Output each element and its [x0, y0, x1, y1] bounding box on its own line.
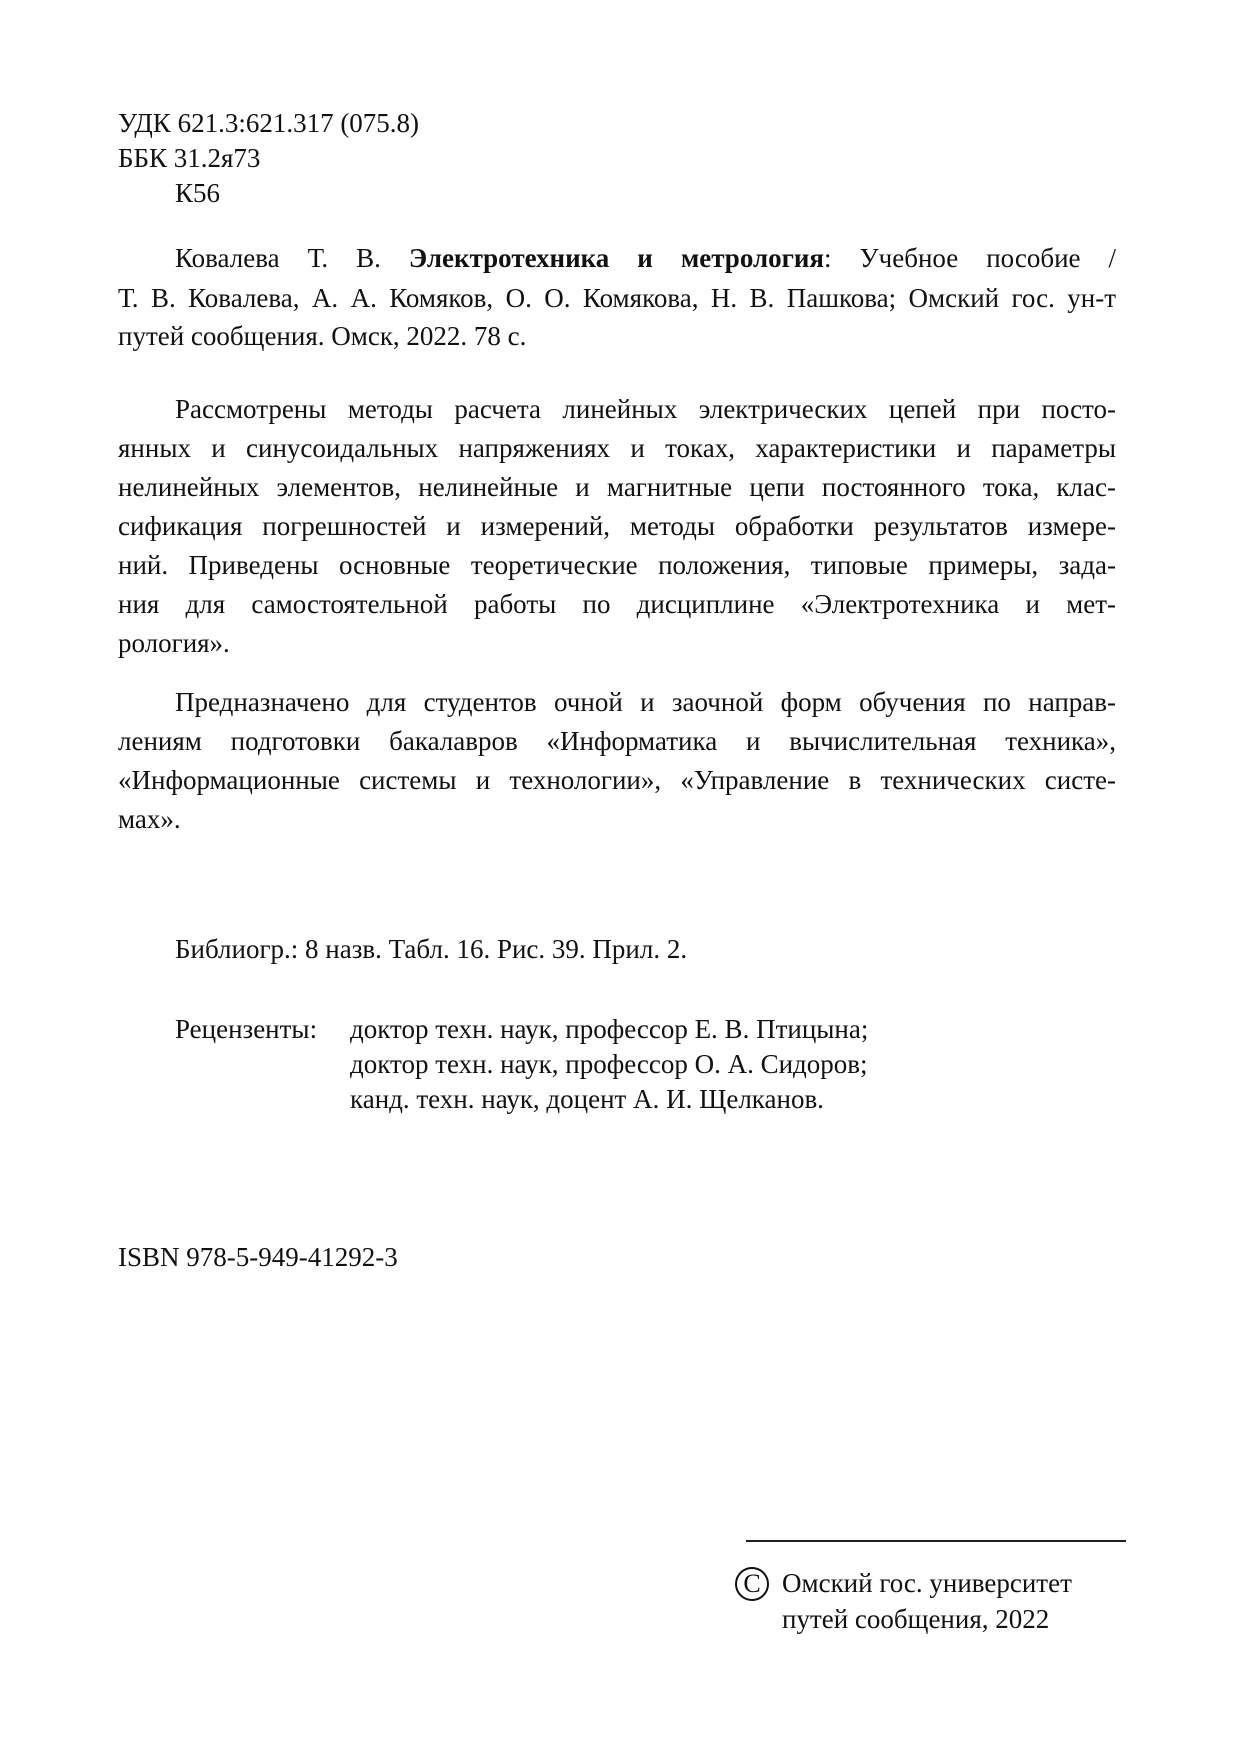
udk-code: УДК 621.3:621.317 (075.8) [118, 108, 420, 138]
bibliographic-line-2: Т. В. Ковалева, А. А. Комяков, О. О. Комякова, Н. В. Пашкова; Омский гос. ун-т [118, 283, 1116, 313]
copyright-divider [746, 1540, 1126, 1542]
book-type: : Учебное пособие / [824, 243, 1116, 273]
abstract-line: Рассмотрены методы расчета линейных электрических цепей при посто- [175, 394, 1116, 424]
abstract-line: ния для самостоятельной работы по дисциплине «Электротехника и мет- [118, 589, 1116, 619]
reviewers-label: Рецензенты: [175, 1014, 318, 1044]
author-name: Ковалева Т. В. [175, 243, 381, 273]
purpose-line: «Информационные системы и технологии», «Управление в технических систе- [118, 765, 1116, 795]
copyright-icon [735, 1567, 769, 1601]
author-mark: К56 [175, 178, 221, 208]
purpose-line: мах». [118, 804, 181, 834]
reviewer-item: канд. техн. наук, доцент А. И. Щелканов. [350, 1084, 824, 1114]
isbn: ISBN 978-5-949-41292-3 [118, 1242, 398, 1272]
abstract-line: рология». [118, 628, 230, 658]
reviewer-item: доктор техн. наук, профессор О. А. Сидоров; [350, 1049, 868, 1079]
bbk-code: ББК 31.2я73 [118, 143, 261, 173]
abstract-line: ний. Приведены основные теоретические положения, типовые примеры, зада- [118, 550, 1116, 580]
bibliography-stats: Библиогр.: 8 назв. Табл. 16. Рис. 39. Прил. 2. [175, 934, 688, 964]
reviewer-item: доктор техн. наук, профессор Е. В. Птицына; [350, 1014, 869, 1044]
abstract-line: нелинейных элементов, нелинейные и магнитные цепи постоянного тока, клас- [118, 472, 1116, 502]
bibliographic-line-1 [175, 245, 1116, 272]
book-title: Электротехника и метрология [408, 243, 825, 273]
purpose-line: Предназначено для студентов очной и заочной форм обучения по направ- [175, 687, 1116, 717]
copyright-holder-line-2: путей сообщения, 2022 [782, 1604, 1050, 1634]
purpose-line: лениям подготовки бакалавров «Информатика и вычислительная техника», [118, 726, 1116, 756]
copyright-symbol-glyph: C [743, 1569, 761, 1598]
abstract-line: сификация погрешностей и измерений, методы обработки результатов измере- [118, 511, 1116, 541]
bibliographic-line-3: путей сообщения. Омск, 2022. 78 с. [118, 321, 527, 351]
copyright-holder-line-1: Омский гос. университет [782, 1568, 1072, 1598]
abstract-line: янных и синусоидальных напряжениях и токах, характеристики и параметры [118, 433, 1116, 463]
